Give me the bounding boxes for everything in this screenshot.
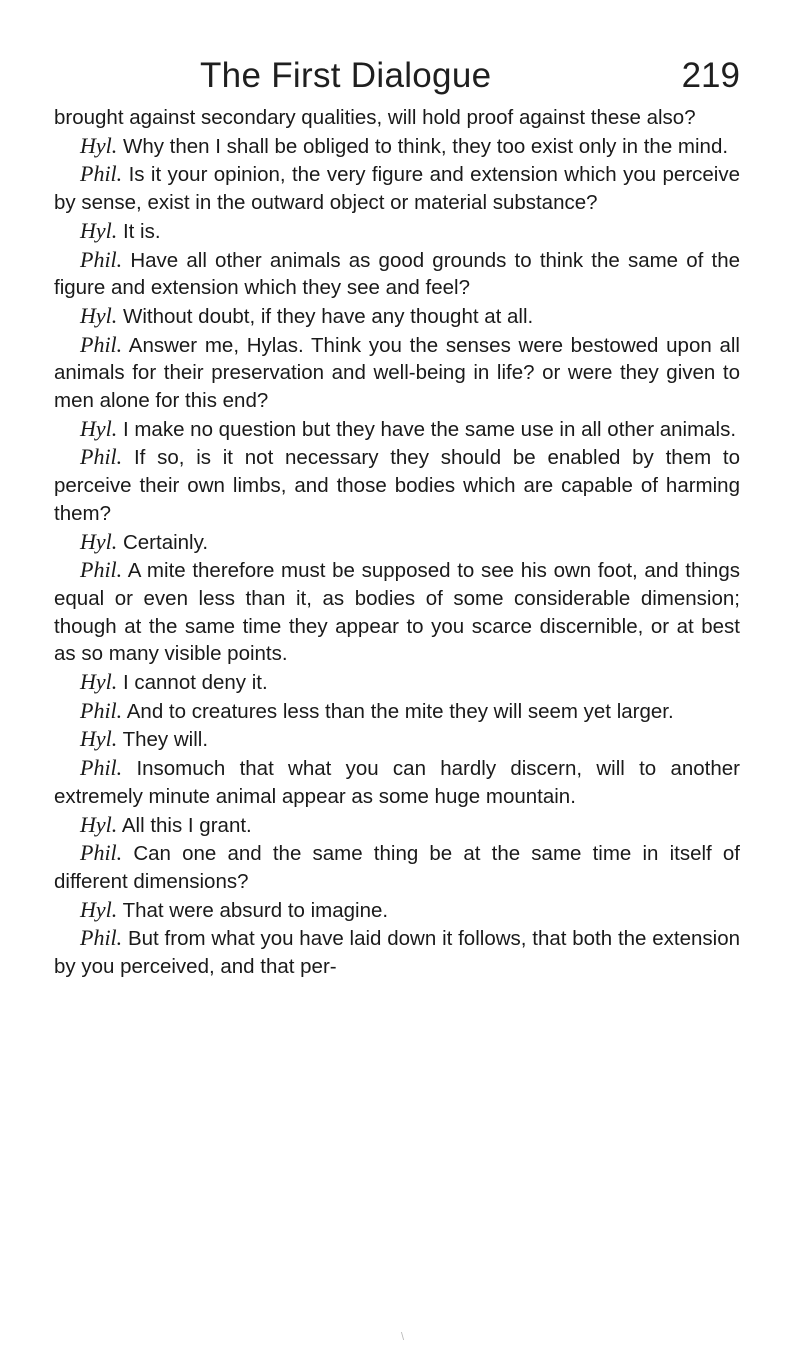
dialogue-text <box>54 104 740 981</box>
speaker-label: Hyl. <box>80 302 118 328</box>
paragraph-text: Answer me, Hylas. Think you the senses were bestowed upon all animals for their preservation and well-being in life? or were they given to men alone for this end? <box>54 333 740 413</box>
dialogue-paragraph <box>54 331 740 415</box>
paragraph-text: Certainly. <box>122 530 209 554</box>
speaker-label: Phil. <box>80 331 123 357</box>
dialogue-paragraph <box>54 528 740 557</box>
dialogue-paragraph <box>54 302 740 331</box>
paragraph-text: Why then I shall be obliged to think, they too exist only in the mind. <box>122 134 729 158</box>
dialogue-paragraph <box>54 697 740 726</box>
dialogue-paragraph <box>54 924 740 980</box>
speaker-label: Hyl. <box>80 896 118 922</box>
book-page <box>54 48 740 981</box>
speaker-label: Phil. <box>80 697 123 723</box>
speaker-label: Phil. <box>80 557 123 583</box>
dialogue-paragraph <box>54 725 740 754</box>
speaker-label: Hyl. <box>80 528 118 554</box>
dialogue-paragraph <box>54 839 740 895</box>
paragraph-text: And to creatures less than the mite they will seem yet larger. <box>126 699 674 723</box>
speaker-label: Hyl. <box>80 726 118 752</box>
paragraph-text: A mite therefore must be supposed to see his own foot, and things equal or even less than it, as bodies of some considerable dimension; though at the same time they appear to you scarce discernible, or at best as so many visible points. <box>54 559 740 666</box>
page-number: 219 <box>681 56 740 95</box>
speaker-label: Hyl. <box>80 132 118 158</box>
paragraph-text: They will. <box>122 728 209 752</box>
speaker-label: Hyl. <box>80 811 118 837</box>
speaker-label: Hyl. <box>80 669 118 695</box>
dialogue-paragraph <box>54 896 740 925</box>
speaker-label: Phil. <box>80 161 123 187</box>
running-head <box>54 48 740 104</box>
paragraph-text: Can one and the same thing be at the same time in itself of different dimensions? <box>54 842 741 893</box>
speaker-label: Hyl. <box>80 415 118 441</box>
dialogue-paragraph <box>54 132 740 161</box>
dialogue-paragraph <box>54 415 740 444</box>
paragraph-text: If so, is it not necessary they should be enabled by them to perceive their own limbs, and those bodies which are capable of harming them? <box>54 446 740 525</box>
speaker-label: Phil. <box>80 925 123 951</box>
dialogue-paragraph <box>54 754 740 810</box>
dialogue-paragraph <box>54 217 740 246</box>
paragraph-text: I make no question but they have the same use in all other animals. <box>122 417 737 441</box>
speaker-label: Phil. <box>80 840 123 866</box>
dialogue-paragraph <box>54 556 740 668</box>
paragraph-text: I cannot deny it. <box>122 671 268 695</box>
paragraph-text: Is it your opinion, the very figure and extension which you perceive by sense, exist in the outward object or material substance? <box>54 163 741 215</box>
paragraph-text: Without doubt, if they have any thought at all. <box>122 304 534 328</box>
dialogue-paragraph <box>54 160 740 216</box>
dialogue-paragraph <box>54 668 740 697</box>
paragraph-text: But from what you have laid down it follows, that both the extension by you perceived, and that per- <box>54 927 741 979</box>
dialogue-paragraph <box>54 443 740 527</box>
speaker-label: Phil. <box>80 444 123 470</box>
scan-mark: \ <box>401 1331 405 1343</box>
paragraph-text: All this I grant. <box>121 813 252 837</box>
paragraph-text: Have all other animals as good grounds to think the same of the figure and extension which they see and feel? <box>54 248 740 300</box>
dialogue-paragraph <box>54 104 740 132</box>
dialogue-paragraph <box>54 246 740 302</box>
speaker-label: Phil. <box>80 755 123 781</box>
paragraph-text: brought against secondary qualities, will hold proof against these also? <box>54 106 696 129</box>
dialogue-paragraph <box>54 811 740 840</box>
paragraph-text: That were absurd to imagine. <box>122 898 389 922</box>
speaker-label: Phil. <box>80 246 123 272</box>
speaker-label: Hyl. <box>80 217 118 243</box>
running-title: The First Dialogue <box>200 56 492 95</box>
paragraph-text: It is. <box>122 219 161 243</box>
paragraph-text: Insomuch that what you can hardly discern, will to another extremely minute animal appear as some huge mountain. <box>54 757 740 808</box>
